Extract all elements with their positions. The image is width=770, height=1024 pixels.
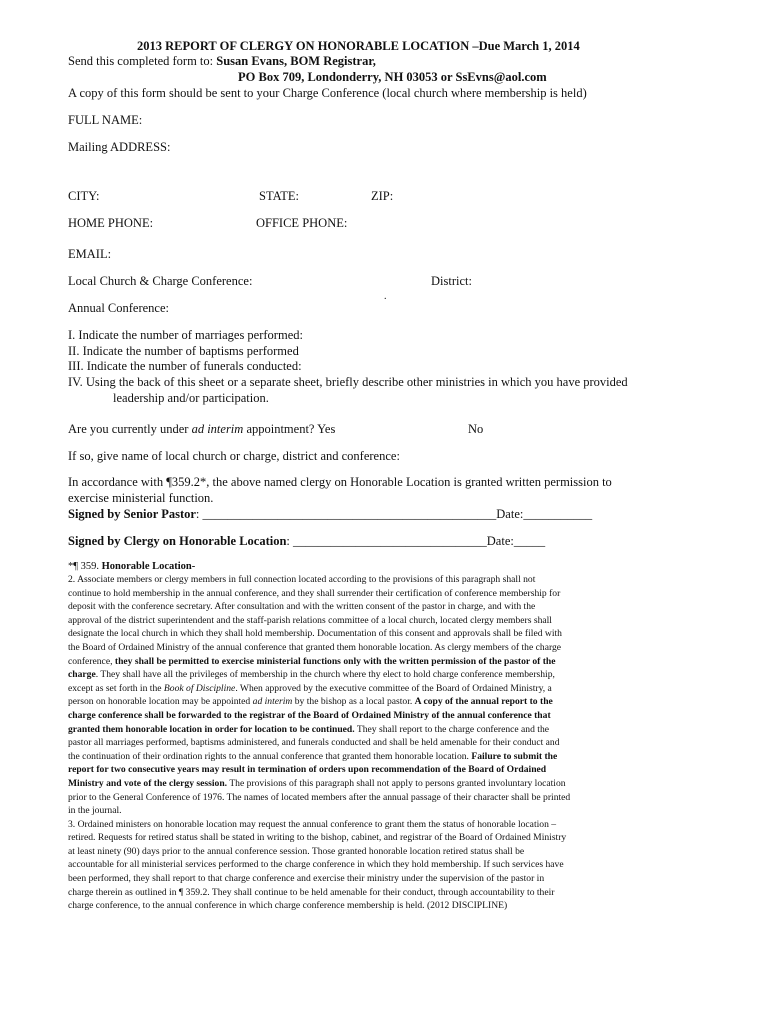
discipline-segment: pastor all marriages performed, baptisms administered, and funerals conducted and shall be held amenable for their conduct and — [68, 737, 560, 749]
discipline-segment: Ministry and vote of the clergy session. — [68, 777, 228, 789]
permission-line-2: exercise ministerial function. — [68, 491, 214, 505]
registrar-name: Susan Evans, BOM Registrar, — [216, 54, 376, 68]
local-church-label: Local Church & Charge Conference: — [68, 274, 253, 288]
zip-label: ZIP: — [371, 189, 394, 203]
clergy-label: Signed by Clergy on Honorable Location — [68, 534, 287, 548]
city-label: CITY: — [68, 189, 100, 203]
question-other-ministries-cont: leadership and/or participation. — [113, 391, 269, 405]
discipline-line — [68, 804, 570, 818]
discipline-line — [68, 858, 570, 872]
form-title: 2013 REPORT OF CLERGY ON HONORABLE LOCATION –Due March 1, 2014 — [137, 39, 580, 53]
if-so-line: If so, give name of local church or charge, district and conference: — [68, 449, 400, 463]
discipline-segment: charge conference shall be forwarded to the registrar of the Board of Ordained Ministry of the annual conference that — [68, 709, 551, 721]
discipline-segment: at least ninety (90) days prior to the annual conference session. Those granted honorable location retired status shall be — [68, 845, 525, 857]
discipline-segment: Book of Discipline — [163, 682, 236, 694]
annual-conference-label: Annual Conference: — [68, 301, 170, 315]
discipline-segment: charge — [68, 669, 96, 681]
email-label: EMAIL: — [68, 247, 112, 261]
discipline-segment: Failure to submit the — [471, 750, 558, 762]
state-label: STATE: — [259, 189, 299, 203]
discipline-line — [68, 777, 570, 791]
question-marriages: I. Indicate the number of marriages performed: — [68, 328, 303, 342]
discipline-segment: been performed, they shall report to that charge conference and exercise their ministry under the supervision of the pastor in — [68, 873, 545, 885]
senior-pastor-signature — [68, 507, 592, 522]
discipline-segment: 3. Ordained ministers on honorable location may request the annual conference to grant them the status of honorable location – — [68, 818, 557, 830]
discipline-line — [68, 641, 570, 655]
permission-line-1: In accordance with ¶359.2*, the above named clergy on Honorable Location is granted written permission to — [68, 475, 612, 489]
discipline-line — [68, 886, 570, 900]
discipline-segment: They shall report to the charge conference and the — [354, 723, 550, 735]
discipline-segment: charge therein as outlined in ¶ 359.2. They shall continue to be held amenable for their conduct, through accountability to their — [68, 886, 555, 898]
discipline-line — [68, 587, 570, 601]
discipline-segment: the continuation of their ordination rights to the annual conference that granted them honorable location. — [68, 750, 472, 762]
clergy-signature — [68, 534, 545, 549]
discipline-line — [68, 695, 570, 709]
discipline-line — [68, 818, 570, 832]
discipline-line — [68, 614, 570, 628]
discipline-line — [68, 750, 570, 764]
discipline-segment: conference, — [68, 655, 115, 667]
discipline-line — [68, 831, 570, 845]
discipline-line — [68, 627, 570, 641]
full-name-label: FULL NAME: — [68, 113, 143, 127]
discipline-segment: charge conference, to the annual conference in which charge conference membership is held. (2012 DISCIPLINE) — [68, 900, 508, 912]
discipline-segment: prior to the General Conference of 1976. The names of located members after the annual passage of their character shall be printed — [68, 791, 571, 803]
district-label: District: — [431, 274, 472, 288]
discipline-segment: ad interim — [252, 696, 293, 708]
discipline-heading-bold: Honorable Location- — [101, 561, 196, 572]
discipline-segment: A copy of the annual report to the — [414, 696, 553, 708]
ad-interim-yes: appointment? Yes — [243, 422, 336, 436]
registrar-address: PO Box 709, Londonderry, NH 03053 or SsEvns@aol.com — [238, 70, 547, 84]
ad-interim-italic: ad interim — [191, 422, 244, 436]
discipline-heading-prefix: *¶ 359. — [68, 561, 102, 572]
discipline-segment: report for two consecutive years may result in termination of orders upon recommendation of the Board of Ordained — [68, 764, 547, 776]
ad-interim-no: No — [468, 422, 484, 436]
discipline-line — [68, 736, 570, 750]
discipline-line — [68, 668, 570, 682]
home-phone-label: HOME PHONE: — [68, 216, 154, 230]
discipline-line — [68, 573, 570, 587]
discipline-line — [68, 655, 570, 669]
discipline-segment: designate the local church in which they shall hold membership. Documentation of this consent and approvals shall be filed with — [68, 628, 562, 640]
stray-dot: . — [384, 291, 387, 302]
discipline-segment: except as set forth in the — [68, 682, 164, 694]
discipline-segment: approval of the district superintendent and the staff-parish relations committee of a local church, located clergy members shall — [68, 614, 552, 626]
discipline-segment: granted them honorable location in order for location to be continued. — [68, 723, 355, 735]
discipline-line — [68, 600, 570, 614]
question-other-ministries: IV. Using the back of this sheet or a separate sheet, briefly describe other ministries in which you have provided — [68, 375, 628, 389]
discipline-line — [68, 845, 570, 859]
discipline-segment: The provisions of this paragraph shall not apply to persons granted involuntary location — [227, 777, 566, 789]
discipline-line — [68, 723, 570, 737]
ad-interim-question — [68, 422, 335, 437]
question-baptisms: II. Indicate the number of baptisms performed — [68, 344, 299, 358]
send-to-line — [68, 54, 376, 69]
discipline-heading — [68, 560, 195, 574]
discipline-segment: the Board of Ordained Ministry of the annual conference that granted them honorable location. As clergy members of the charge — [68, 641, 562, 653]
discipline-segment: in the journal. — [68, 805, 122, 817]
mailing-address-label: Mailing ADDRESS: — [68, 140, 171, 154]
discipline-segment: . They shall have all the privileges of membership in the church where thy elect to hold charge conference membership, — [95, 669, 555, 681]
discipline-segment: accountable for all ministerial services performed to the charge conference in which they hold membership. If such services have — [68, 859, 564, 871]
discipline-segment: 2. Associate members or clergy members in full connection located according to the provisions of this paragraph shall not — [68, 574, 536, 585]
discipline-segment: retired. Requests for retired status shall be stated in writing to the bishop, cabinet, and registrar of the Board of Ordained Ministry — [68, 832, 567, 844]
office-phone-label: OFFICE PHONE: — [256, 216, 348, 230]
discipline-line — [68, 872, 570, 886]
discipline-segment: continue to hold membership in the annual conference, and they shall surrender their certification of conference membership for — [68, 587, 561, 599]
discipline-segment: person on honorable location may be appointed — [68, 696, 253, 708]
ad-interim-prefix: Are you currently under — [68, 422, 192, 436]
discipline-segment: by the bishop as a local pastor. — [292, 696, 415, 708]
senior-pastor-label: Signed by Senior Pastor — [68, 507, 196, 521]
discipline-line — [68, 899, 570, 913]
discipline-line — [68, 709, 570, 723]
discipline-segment: . When approved by the executive committee of the Board of Ordained Ministry, a — [235, 682, 552, 694]
senior-pastor-line: : _______________________________________________Date:___________ — [195, 507, 593, 521]
copy-note: A copy of this form should be sent to your Charge Conference (local church where membership is held) — [68, 86, 587, 100]
discipline-segment: deposit with the conference secretary. After consultation and with the written consent of the pastor in charge, and with the — [68, 601, 536, 613]
discipline-segment: they shall be permitted to exercise ministerial functions only with the written permission of the pastor of the — [114, 655, 556, 667]
discipline-text — [68, 573, 570, 913]
send-to-prefix: Send this completed form to: — [68, 54, 217, 68]
clergy-line: : _______________________________Date:_____ — [286, 534, 546, 548]
discipline-line — [68, 791, 570, 805]
discipline-line — [68, 682, 570, 696]
question-funerals: III. Indicate the number of funerals conducted: — [68, 359, 302, 373]
discipline-line — [68, 763, 570, 777]
